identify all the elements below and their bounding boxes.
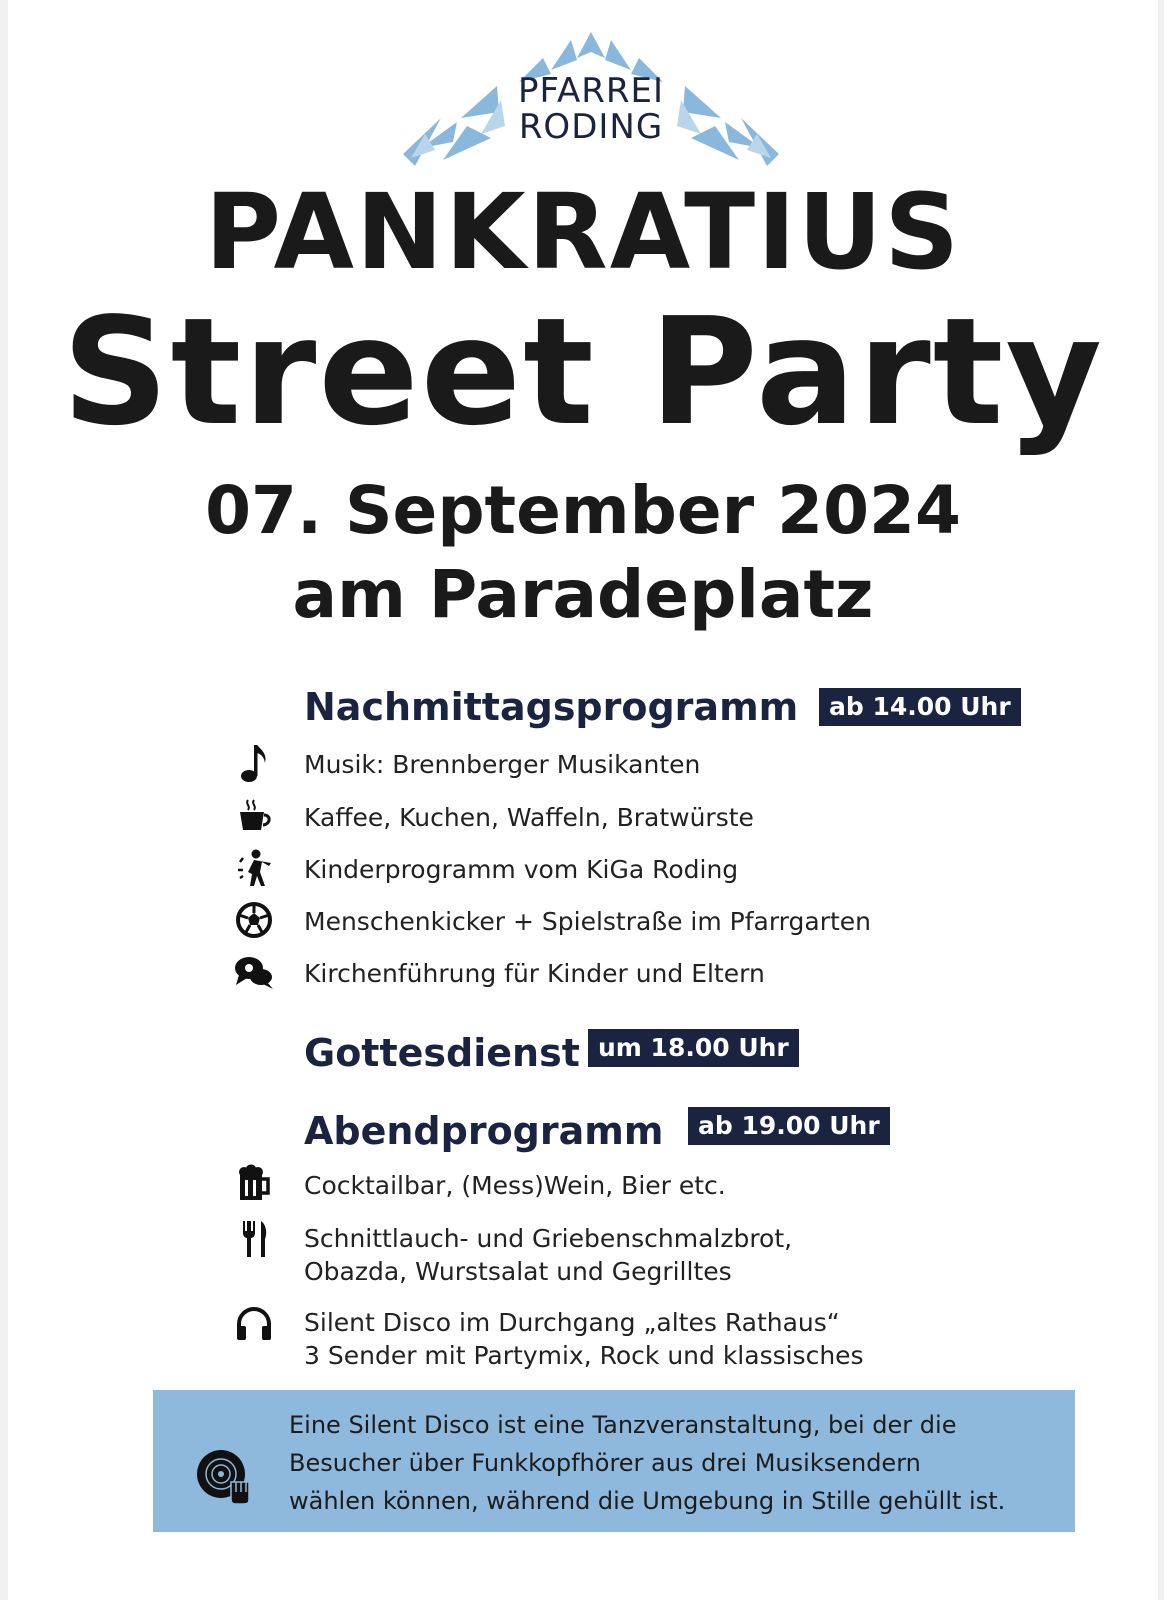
silent-disco-info-text <box>289 1406 1059 1520</box>
poster <box>8 0 1158 1600</box>
event-date: 07. September 2024 <box>205 472 961 549</box>
info-line-3: wählen können, während die Umgebung in Stille gehüllt ist. <box>289 1487 1006 1515</box>
evening-item-1: Cocktailbar, (Mess)Wein, Bier etc. <box>304 1171 726 1200</box>
afternoon-title: Nachmittagsprogramm <box>304 685 799 729</box>
title-line-1: PANKRATIUS <box>204 171 962 293</box>
info-line-1: Eine Silent Disco ist eine Tanzveranstaltung, bei der die <box>289 1411 957 1439</box>
headphones-icon <box>233 1302 275 1344</box>
afternoon-time-badge: ab 14.00 Uhr <box>819 688 1021 726</box>
parish-logo <box>401 30 781 170</box>
music-note-icon <box>233 742 275 784</box>
beer-mug-icon <box>233 1163 275 1205</box>
speech-bubbles-icon <box>233 951 275 993</box>
silent-disco-info-box <box>153 1390 1075 1532</box>
afternoon-item-4: Menschenkicker + Spielstraße im Pfarrgarten <box>304 907 872 936</box>
evening-item-3-line-2: 3 Sender mit Partymix, Rock und klassisches <box>304 1341 864 1370</box>
afternoon-item-3: Kinderprogramm vom KiGa Roding <box>304 855 739 884</box>
event-place: am Paradeplatz <box>292 556 874 633</box>
info-line-2: Besucher über Funkkopfhörer aus drei Musiksendern <box>289 1449 921 1477</box>
evening-item-2-line-2: Obazda, Wurstsalat und Gegrilltes <box>304 1257 732 1286</box>
title-line-2: Street Party <box>62 286 1104 458</box>
afternoon-item-2: Kaffee, Kuchen, Waffeln, Bratwürste <box>304 803 754 832</box>
evening-title: Abendprogramm <box>304 1109 664 1153</box>
evening-item-2-line-1: Schnittlauch- und Griebenschmalzbrot, <box>304 1224 793 1253</box>
afternoon-item-1: Musik: Brennberger Musikanten <box>304 750 701 779</box>
children-icon <box>233 847 275 889</box>
service-time-badge: um 18.00 Uhr <box>588 1029 799 1067</box>
service-title: Gottesdienst <box>304 1031 580 1075</box>
afternoon-item-5: Kirchenführung für Kinder und Eltern <box>304 959 765 988</box>
soccer-ball-icon <box>233 899 275 941</box>
fork-knife-icon <box>233 1218 275 1260</box>
logo-line-2: RODING <box>518 107 664 147</box>
evening-item-3-line-1: Silent Disco im Durchgang „altes Rathaus“ <box>304 1308 840 1337</box>
logo-line-1: PFARREI <box>518 71 664 111</box>
evening-time-badge: ab 19.00 Uhr <box>688 1107 890 1145</box>
vinyl-record-hand-icon <box>195 1446 253 1504</box>
coffee-cup-icon <box>233 795 275 837</box>
